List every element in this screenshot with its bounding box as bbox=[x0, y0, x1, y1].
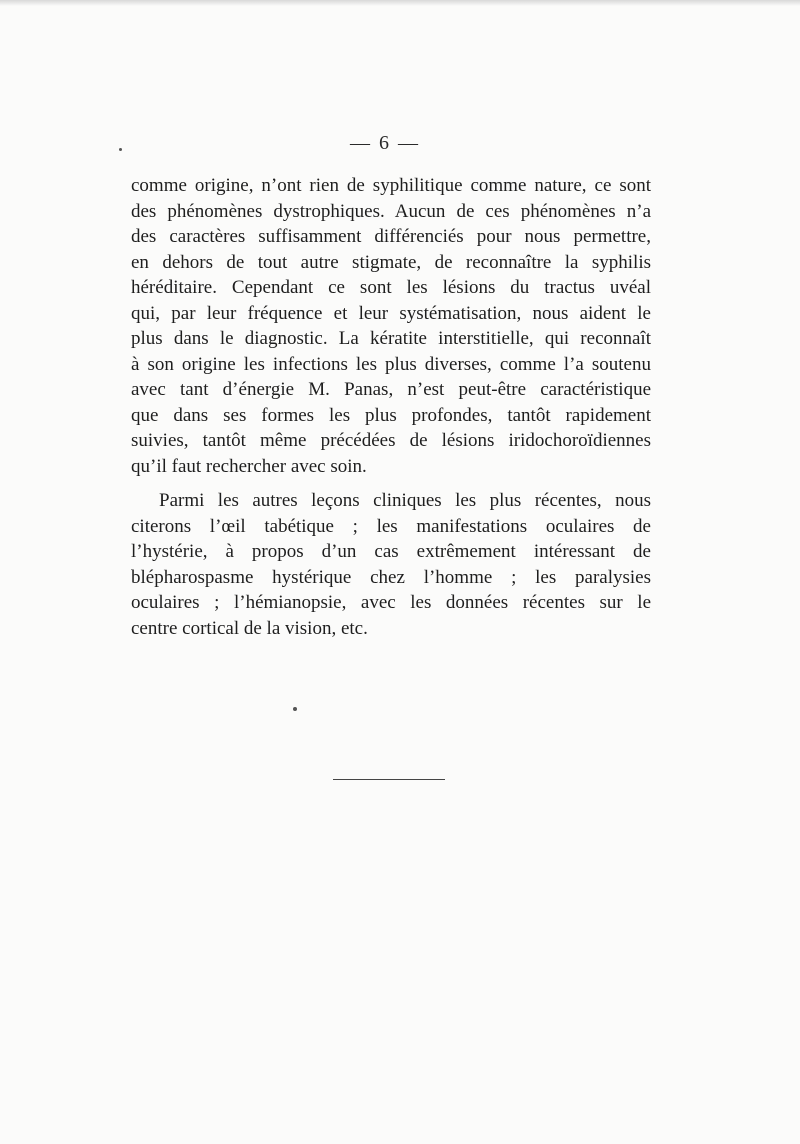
text-line: qu’il faut rechercher avec soin. bbox=[131, 455, 367, 477]
text-line: avec tant d’énergie M. Panas, n’est peut-être caractéristique bbox=[131, 379, 651, 400]
text-line: à son origine les infections les plus diverses, comme l’a soutenu bbox=[131, 353, 651, 375]
text-line: en dehors de tout autre stigmate, de reconnaître la syphilis bbox=[131, 251, 651, 273]
text-line: que dans ses formes les plus profondes, tantôt rapidement bbox=[131, 404, 651, 426]
text-line: oculaires ; l’hémianopsie, avec les données récentes sur le bbox=[131, 592, 651, 613]
text-line: des caractères suffisamment différenciés pour nous permettre, bbox=[131, 226, 651, 247]
text-line: blépharospasme hystérique chez l’homme ; les paralysies bbox=[131, 566, 651, 588]
paragraph-2 bbox=[131, 488, 651, 641]
body-text bbox=[131, 173, 651, 641]
paragraph-1 bbox=[131, 173, 651, 479]
paragraph-gap bbox=[131, 479, 651, 488]
text-line: suivies, tantôt même précédées de lésions iridochoroïdiennes bbox=[131, 430, 651, 451]
text-line: Parmi les autres leçons cliniques les plus récentes, nous bbox=[159, 490, 651, 511]
text-line: des phénomènes dystrophiques. Aucun de ces phénomènes n’a bbox=[131, 200, 651, 222]
page-number: — 6 — bbox=[350, 132, 420, 154]
text-line: comme origine, n’ont rien de syphilitique comme nature, ce sont bbox=[131, 175, 651, 196]
text-line: qui, par leur fréquence et leur systématisation, nous aident le bbox=[131, 302, 651, 324]
text-line: l’hystérie, à propos d’un cas extrêmement intéressant de bbox=[131, 541, 651, 562]
text-line: plus dans le diagnostic. La kératite interstitielle, qui reconnaît bbox=[131, 328, 651, 349]
text-line: centre cortical de la vision, etc. bbox=[131, 617, 368, 639]
ink-speck bbox=[293, 707, 297, 711]
text-line: héréditaire. Cependant ce sont les lésions du tractus uvéal bbox=[131, 277, 651, 298]
end-rule bbox=[333, 779, 445, 780]
scan-edge bbox=[0, 0, 800, 6]
ink-speck bbox=[119, 148, 122, 151]
text-line: citerons l’œil tabétique ; les manifestations oculaires de bbox=[131, 515, 651, 537]
